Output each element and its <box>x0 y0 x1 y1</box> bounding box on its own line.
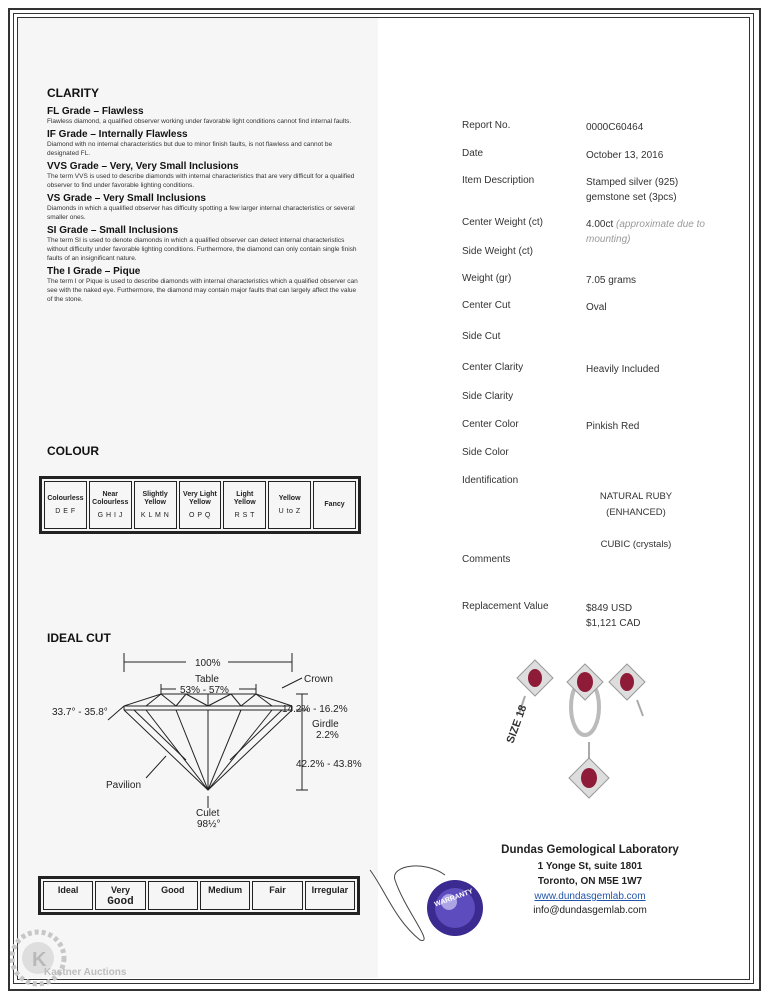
pavilion-depth-label: 42.2% - 43.8% <box>296 759 362 770</box>
colour-grades: K L M N <box>140 511 170 519</box>
girdle-value-label: 2.2% <box>316 730 339 741</box>
colour-name: Yellow <box>278 494 301 502</box>
watermark-text: Kastner Auctions <box>44 967 127 978</box>
culet-label: Culet <box>196 808 220 819</box>
lab-name: Dundas Gemological Laboratory <box>501 844 679 856</box>
field-label: Item Description <box>462 175 535 186</box>
grade-if <box>47 129 362 158</box>
weight-note: (approximate due to mounting) <box>586 219 705 245</box>
grade-title: VS Grade – Very Small Inclusions <box>47 193 206 204</box>
field-value: Pinkish Red <box>586 421 640 432</box>
colour-cell <box>268 481 311 529</box>
colour-grades: U to Z <box>278 507 301 515</box>
cut-grade-cell <box>95 881 145 910</box>
colour-cell <box>223 481 266 529</box>
field-label: Center Color <box>462 419 519 430</box>
colour-title: COLOUR <box>47 444 99 458</box>
colour-grades: O P Q <box>189 511 211 519</box>
size-tag: SIZE 18 <box>505 703 530 746</box>
colour-cell <box>44 481 87 529</box>
grade-desc: The term I or Pique is used to describe diamonds with internal characteristics which a qualified observer can see with the naked eye. Furthermore, the diamond may contain major faults that can largely affect the value of the stone. <box>47 278 358 303</box>
colour-cell <box>134 481 177 529</box>
colour-grades: R S T <box>234 511 255 519</box>
cut-grade-label: Very <box>110 885 130 895</box>
crown-label: Crown <box>304 674 333 685</box>
field-label: Identification <box>462 475 519 486</box>
field-value: $849 USD $1,121 CAD <box>586 603 641 629</box>
field-value: 0000C60464 <box>586 122 644 133</box>
field-value: Oval <box>586 302 607 313</box>
svg-text:K: K <box>32 949 47 971</box>
identification-value <box>586 489 686 521</box>
field-label: Date <box>462 148 484 159</box>
lab-info <box>460 844 720 916</box>
field-value: October 13, 2016 <box>586 150 664 161</box>
field-label: Side Weight (ct) <box>462 246 533 257</box>
culet-value-label: 98½° <box>197 819 221 830</box>
grade-fl <box>47 106 362 126</box>
table-label: Table <box>195 674 219 685</box>
colour-grades: G H I J <box>97 511 123 519</box>
colour-name: Light Yellow <box>233 490 256 506</box>
crown-height-label: 14.2% - 16.2% <box>282 704 348 715</box>
lab-address-line1: 1 Yonge St, suite 1801 <box>537 861 643 872</box>
field-label: Center Cut <box>462 300 511 311</box>
pavilion-label: Pavilion <box>106 780 142 791</box>
grade-title: SI Grade – Small Inclusions <box>47 225 179 236</box>
cut-grade-cell: Good <box>148 881 198 910</box>
table-range-label: 53% - 57% <box>180 685 229 696</box>
handwritten-good: Good <box>107 896 134 908</box>
girdle-label: Girdle <box>312 719 339 730</box>
colour-cell <box>89 481 132 529</box>
kastner-watermark-logo <box>10 923 130 993</box>
field-label: Center Weight (ct) <box>462 217 543 228</box>
field-label: Side Cut <box>462 331 501 342</box>
grade-desc: Diamond with no internal characteristics but due to minor finish faults, is not flawless and cannot be designated FL. <box>47 141 333 157</box>
colour-grades: D E F <box>55 507 76 515</box>
grade-i <box>47 266 362 304</box>
cut-grade-table <box>38 876 360 915</box>
cut-grade-cell: Medium <box>200 881 250 910</box>
ident-line: (ENHANCED) <box>606 507 666 518</box>
hologram-text: WARRANTY <box>433 888 475 909</box>
grade-desc: Flawless diamond, a qualified observer working under favorable light conditions cannot find internal faults. <box>47 118 352 125</box>
grade-title: FL Grade – Flawless <box>47 106 144 117</box>
field-label: Replacement Value <box>462 601 549 612</box>
colour-cell <box>179 481 222 529</box>
crown-angle-label: 33.7° - 35.8° <box>52 707 108 718</box>
colour-name: Near Colourless <box>92 490 129 506</box>
jewelry-photo <box>505 652 665 814</box>
colour-name: Very Light Yellow <box>183 490 217 506</box>
field-label: Side Color <box>462 447 509 458</box>
ideal-cut-title: IDEAL CUT <box>47 631 111 645</box>
grade-vvs <box>47 161 362 190</box>
field-value: Heavily Included <box>586 364 660 375</box>
cut-grade-cell: Irregular <box>305 881 355 910</box>
grade-desc: The term VVS is used to describe diamonds with internal characteristics that are very difficult for a qualified observer to find under favorable lighting conditions. <box>47 173 355 189</box>
clarity-title: CLARITY <box>47 86 99 100</box>
cut-grade-cell: Ideal <box>43 881 93 910</box>
colour-name: Colourless <box>47 494 84 502</box>
grade-vs <box>47 193 362 222</box>
lab-website-link[interactable]: www.dundasgemlab.com <box>534 891 646 902</box>
ideal-cut-diagram <box>46 648 366 834</box>
grade-title: The I Grade – Pique <box>47 266 141 277</box>
grade-title: VVS Grade – Very, Very Small Inclusions <box>47 161 239 172</box>
field-label: Side Clarity <box>462 391 514 402</box>
lab-address-line2: Toronto, ON M5E 1W7 <box>537 876 643 887</box>
ident-line: NATURAL RUBY <box>599 491 673 502</box>
colour-cell <box>313 481 356 529</box>
colour-name: Slightly Yellow <box>142 490 168 506</box>
total-width-label: 100% <box>195 658 221 669</box>
field-label: Weight (gr) <box>462 273 512 284</box>
grade-title: IF Grade – Internally Flawless <box>47 129 188 140</box>
field-label: Report No. <box>462 120 511 131</box>
field-value: Stamped silver (925) gemstone set (3pcs) <box>586 177 679 203</box>
comment-value: CUBIC (crystals) <box>600 539 672 550</box>
lab-email: info@dundasgemlab.com <box>533 905 647 916</box>
clarity-section <box>47 86 362 306</box>
grade-desc: The term SI is used to denote diamonds in which a qualified observer can detect internal characteristics without difficulty under favorable lighting conditions. Furthermore, the diamond can only contain single finish faults of an insignificant nature. <box>47 237 357 262</box>
field-value <box>586 217 726 247</box>
colour-scale-table <box>39 476 361 534</box>
field-value: 7.05 grams <box>586 275 637 286</box>
center-weight-value: 4.00ct <box>586 219 614 230</box>
colour-name: Fancy <box>324 501 345 508</box>
grade-si <box>47 225 362 263</box>
cut-grade-cell: Fair <box>252 881 302 910</box>
grade-desc: Diamonds in which a qualified observer has difficulty spotting a few larger internal characteristics or several smaller ones. <box>47 205 355 221</box>
field-label: Comments <box>462 554 511 565</box>
field-label: Center Clarity <box>462 362 524 373</box>
